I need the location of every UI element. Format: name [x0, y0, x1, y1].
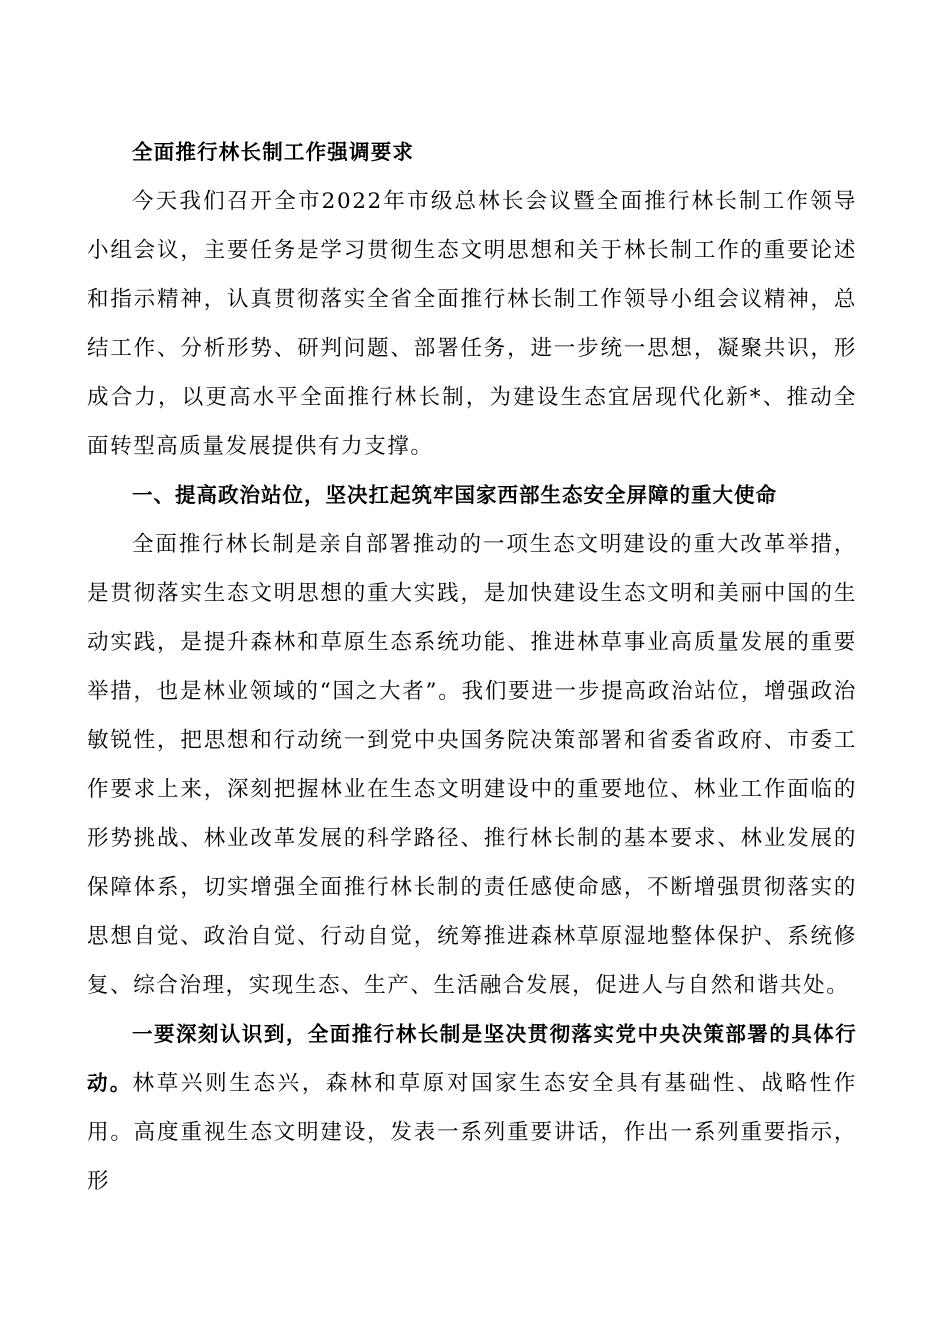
document-title: 全面推行林长制工作强调要求 — [132, 140, 415, 164]
section-1-paragraph: 全面推行林长制是亲自部署推动的一项生态文明建设的重大改革举措，是贯彻落实生态文明思想的重大实践，是加快建设生态文明和美丽中国的生动实践，是提升森林和草原生态系统功能、推进林草事业高质量发展的重要举措，也是林业领域的“国之大者”。我们要进一步提高政治站位，增强政治敏锐性，把思想和行动统一到党中央国务院决策部署和省委省政府、市委工作要求上来，深刻把握林业在生态文明建设中的重要地位、林业工作面临的形势挑战、林业改革发展的科学路径、推行林长制的基本要求、林业发展的保障体系，切实增强全面推行林长制的责任感使命感，不断增强贯彻落实的思想自觉、政治自觉、行动自觉，统筹推进森林草原湿地整体保护、系统修复、综合治理，实现生态、生产、生活融合发展，促进人与自然和谐共处。 — [87, 532, 857, 998]
point-1-lead: 一要深刻认识到，全面推行林长制是坚决贯彻落实党中央决策部署的具体行动。 — [87, 1022, 857, 1095]
intro-paragraph: 今天我们召开全市2022年市级总林长会议暨全面推行林长制工作领导小组会议，主要任务是学习贯彻生态文明思想和关于林长制工作的重要论述和指示精神，认真贯彻落实全省全面推行林长制工作领导小组会议精神，总结工作、分析形势、研判问题、部署任务，进一步统一思想，凝聚共识，形成合力，以更高水平全面推行林长制，为建设生态宜居现代化新*、推动全面转型高质量发展提供有力支撑。 — [87, 189, 857, 459]
section-heading-1: 一、提高政治站位，坚决扛起筑牢国家西部生态安全屏障的重大使命 — [132, 483, 777, 507]
document-body — [87, 128, 857, 1206]
point-1-paragraph — [87, 1010, 857, 1206]
point-1-body: 林草兴则生态兴，森林和草原对国家生态安全具有基础性、战略性作用。高度重视生态文明建设，发表一系列重要讲话，作出一系列重要指示，形 — [87, 1071, 857, 1194]
